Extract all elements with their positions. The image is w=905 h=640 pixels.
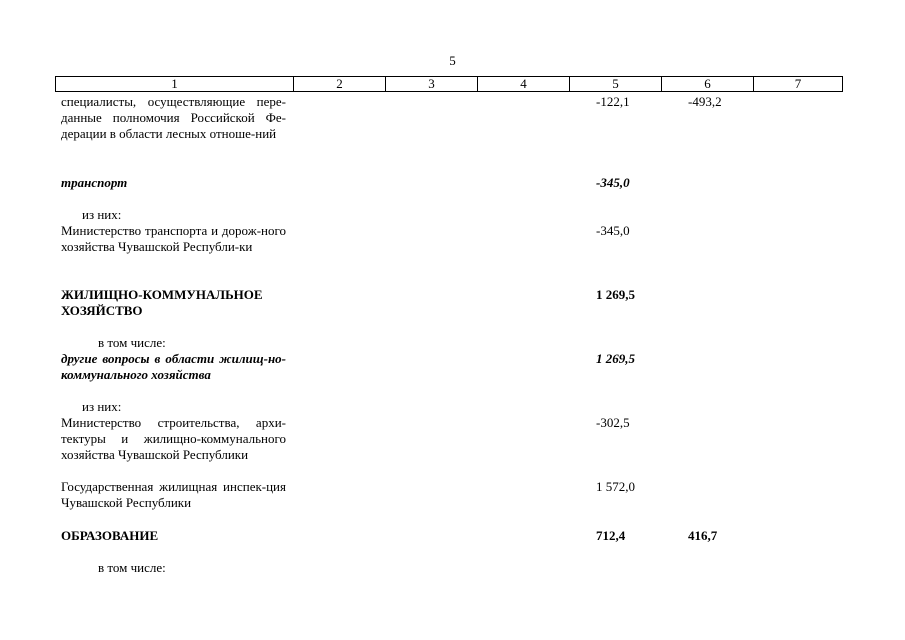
row-label: Государственная жилищная инспек-ция Чувашской Республики <box>61 479 286 510</box>
row-value-col5: -122,1 <box>596 94 630 109</box>
row-value-col5: 1 269,5 <box>596 351 635 366</box>
row-value-col5: 712,4 <box>596 528 626 543</box>
row-value-col5: -345,0 <box>596 223 630 238</box>
page-number: 5 <box>449 53 456 68</box>
row-label: Министерство транспорта и дорож-ного хозяйства Чувашской Республи-ки <box>61 223 286 254</box>
row-label: специалисты, осуществляющие пере-данные полномочия Российской Фе-дерации в области лесных отноше-ний <box>61 94 286 141</box>
row-label: из них: <box>82 207 122 222</box>
row-label: Министерство строительства, архи-тектуры и жилищно-коммунального хозяйства Чувашской Республики <box>61 415 286 462</box>
row-value-col5: -345,0 <box>596 175 630 190</box>
column-header-2: 2 <box>294 77 386 91</box>
row-value-col6: 416,7 <box>688 528 718 543</box>
row-label: ОБРАЗОВАНИЕ <box>61 528 159 543</box>
row-label: ЖИЛИЩНО-КОММУНАЛЬНОЕ ХОЗЯЙСТВО <box>61 287 263 318</box>
row-label: в том числе: <box>98 335 166 350</box>
row-label: другие вопросы в области жилищ-но-коммунального хозяйства <box>61 351 286 382</box>
row-value-col6: -493,2 <box>688 94 722 109</box>
row-value-col5: 1 269,5 <box>596 287 635 302</box>
row-label: из них: <box>82 399 122 414</box>
column-header-7: 7 <box>754 77 843 91</box>
table-header <box>55 76 843 92</box>
column-header-1: 1 <box>56 77 294 91</box>
column-header-6: 6 <box>662 77 754 91</box>
column-header-4: 4 <box>478 77 570 91</box>
row-label: транспорт <box>61 175 128 190</box>
column-header-3: 3 <box>386 77 478 91</box>
row-value-col5: -302,5 <box>596 415 630 430</box>
row-value-col5: 1 572,0 <box>596 479 635 494</box>
column-header-5: 5 <box>570 77 662 91</box>
row-label: в том числе: <box>98 560 166 575</box>
